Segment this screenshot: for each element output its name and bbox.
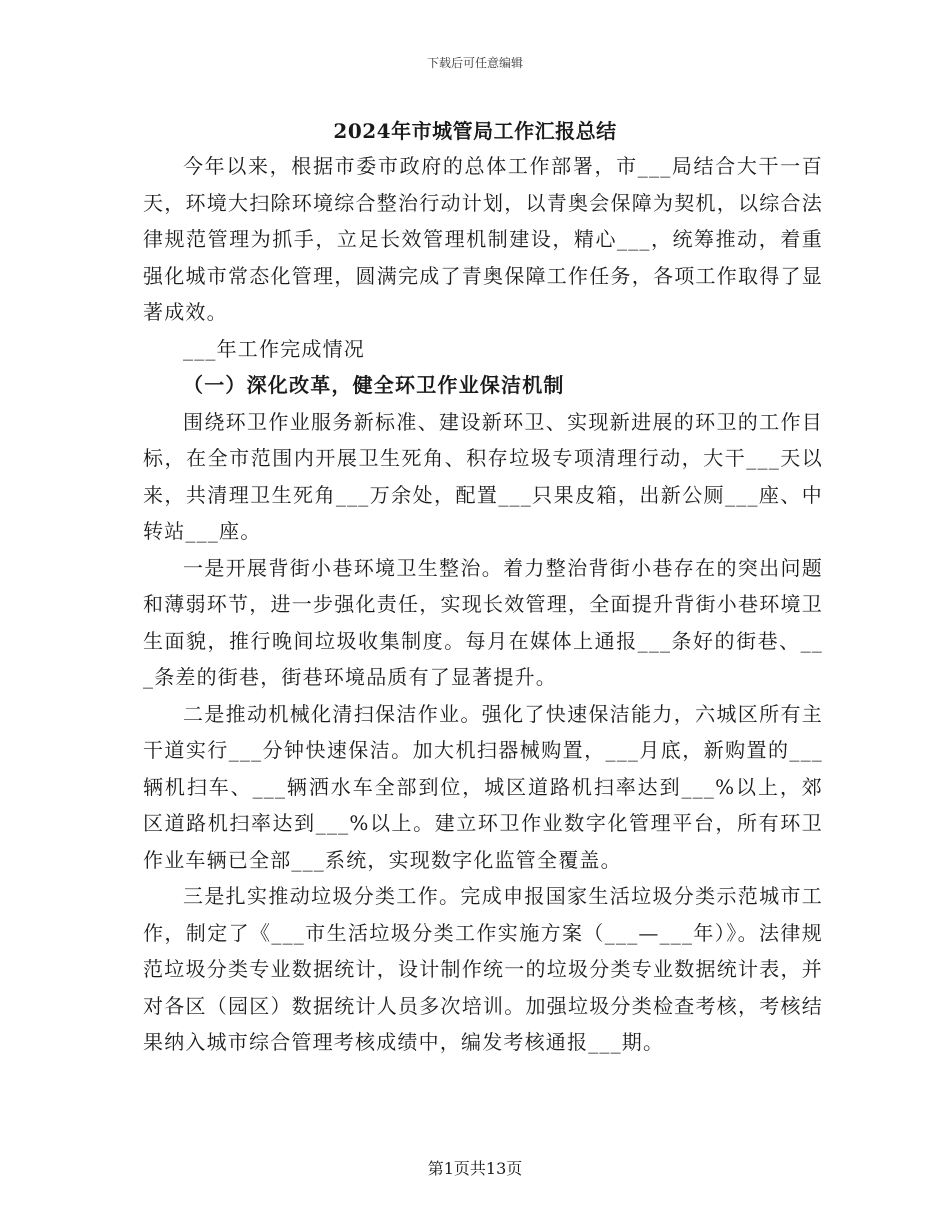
intro-paragraph: 今年以来，根据市委市政府的总体工作部署，市___局结合大干一百天，环境大扫除环境综合整治行动计划，以青奥会保障为契机，以综合法律规范管理为抓手，立足长效管理机制建设，精心___，统筹推动，着重强化城市常态化管理，圆满完成了青奥保障工作任务，各项工作取得了显著成效。 (143, 154, 823, 324)
section-label: ___年工作完成情况 (183, 336, 365, 361)
document-title: 2024年市城管局工作汇报总结 (333, 119, 617, 143)
body-paragraph: 一是开展背街小巷环境卫生整治。着力整治背街小巷存在的突出问题和薄弱环节，进一步强化责任，实现长效管理，全面提升背街小巷环境卫生面貌，推行晚间垃圾收集制度。每月在媒体上通报___条好的街巷、___条差的街巷，街巷环境品质有了显著提升。 (143, 555, 823, 689)
body-paragraph: 三是扎实推动垃圾分类工作。完成申报国家生活垃圾分类示范城市工作，制定了《___市生活垃圾分类工作实施方案（___—___年）》。法律规范垃圾分类专业数据统计，设计制作统一的垃圾分类专业数据统计表，并对各区（园区）数据统计人员多次培训。加强垃圾分类检查考核，考核结果纳入城市综合管理考核成绩中，编发考核通报___期。 (143, 884, 823, 1054)
body-paragraph: 二是推动机械化清扫保洁作业。强化了快速保洁能力，六城区所有主干道实行___分钟快速保洁。加大机扫器械购置，___月底，新购置的___辆机扫车、___辆洒水车全部到位，城区道路机扫率达到___%以上，郊区道路机扫率达到___%以上。建立环卫作业数字化管理平台，所有环卫作业车辆已全部___系统，实现数字化监管全覆盖。 (143, 701, 823, 872)
page-footer: 第1页共13页 (427, 1159, 523, 1178)
document-body (143, 148, 823, 1061)
body-paragraph: 围绕环卫作业服务新标准、建设新环卫、实现新进展的环卫的工作目标，在全市范围内开展卫生死角、积存垃圾专项清理行动，大干___天以来，共清理卫生死角___万余处，配置___只果皮箱，出新公厕___座、中转站___座。 (143, 409, 823, 543)
section-heading: （一）深化改革，健全环卫作业保洁机制 (183, 373, 565, 397)
page-header: 下载后可任意编辑 (426, 56, 523, 70)
